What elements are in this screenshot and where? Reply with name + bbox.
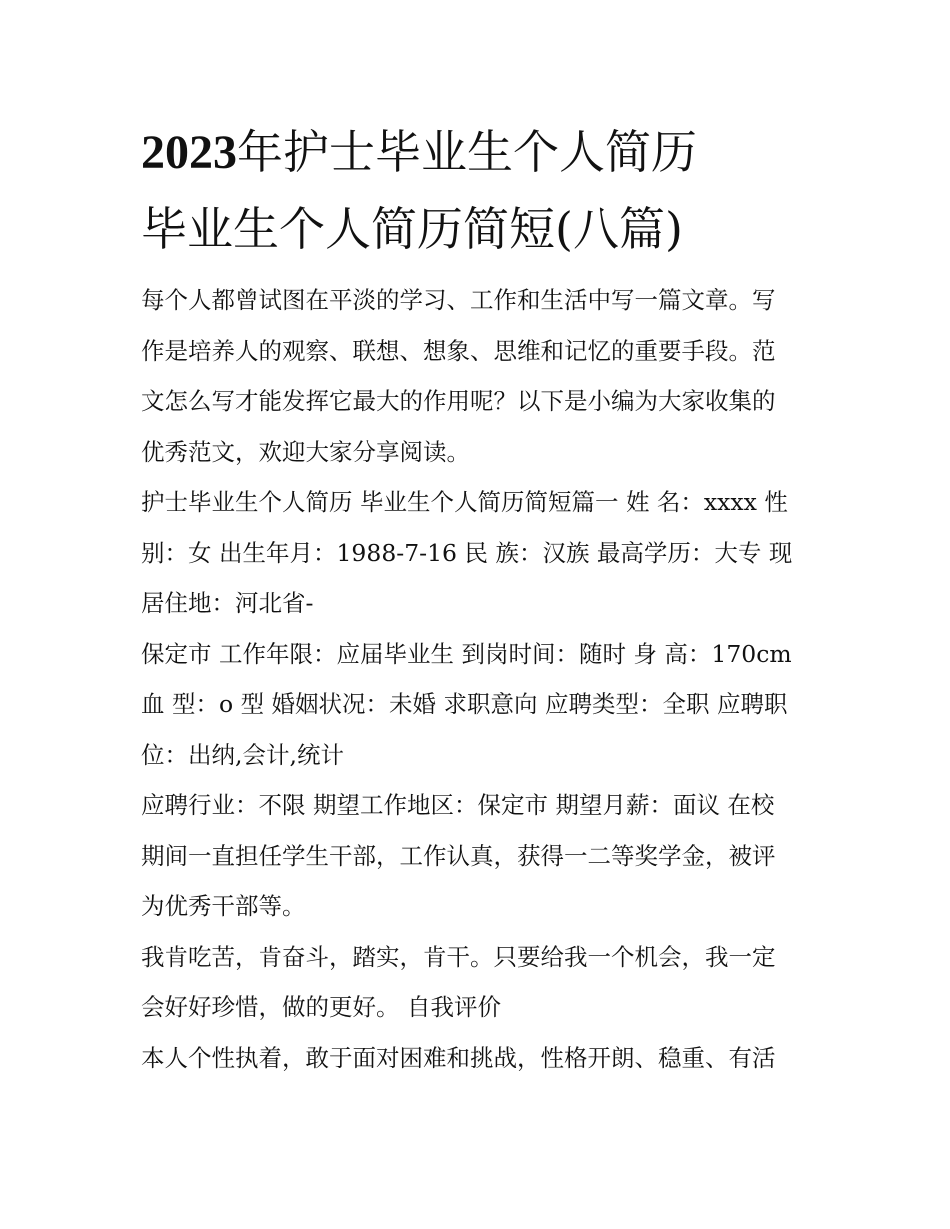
text-line: 应聘行业：不限 期望工作地区：保定市 期望月薪：面议 在校 (141, 791, 775, 819)
text-line: 每个人都曾试图在平淡的学习、工作和生活中写一篇文章。写 (141, 286, 776, 314)
text-line: 位：出纳,会计,统计 (141, 740, 344, 769)
text-line: 保定市 工作年限：应届毕业生 到岗时间：随时 身 高：170cm (141, 639, 792, 668)
text-line: 优秀范文，欢迎大家分享阅读。 (141, 437, 470, 466)
title-line-2: 毕业生个人简历简短(八篇) (141, 202, 683, 256)
document-title (141, 114, 831, 267)
paragraph-experience (141, 780, 817, 932)
document-body (141, 275, 817, 1083)
text-line: 会好好珍惜，做的更好。 自我评价 (141, 993, 501, 1021)
text-line: 居住地：河北省- (141, 589, 314, 617)
title-line-1 (141, 114, 831, 191)
paragraph-intro (141, 275, 817, 477)
text-line: 为优秀干部等。 (141, 892, 306, 920)
paragraph-self-evaluation (141, 1033, 817, 1084)
text-line: 作是培养人的观察、联想、想象、思维和记忆的重要手段。范 (141, 336, 776, 365)
text-line: 血 型：o 型 婚姻状况：未婚 求职意向 应聘类型：全职 应聘职 (141, 690, 788, 718)
text-line: 文怎么写才能发挥它最大的作用呢？以下是小编为大家收集的 (141, 387, 776, 415)
text-line: 别：女 出生年月：1988-7-16 民 族：汉族 最高学历：大专 现 (141, 538, 793, 567)
title-year: 2023 (141, 126, 237, 179)
paragraph-job-intent (141, 629, 817, 781)
title-line-1-text: 年护士毕业生个人简历 (237, 125, 697, 179)
paragraph-attitude (141, 932, 817, 1033)
text-line: 本人个性执着，敢于面对困难和挑战，性格开朗、稳重、有活 (141, 1043, 776, 1072)
paragraph-basic-info (141, 477, 817, 629)
text-line: 护士毕业生个人简历 毕业生个人简历简短篇一 姓 名：xxxx 性 (141, 488, 788, 516)
text-line: 我肯吃苦，肯奋斗，踏实，肯干。只要给我一个机会，我一定 (141, 942, 776, 971)
text-line: 期间一直担任学生干部，工作认真，获得一二等奖学金，被评 (141, 841, 776, 870)
